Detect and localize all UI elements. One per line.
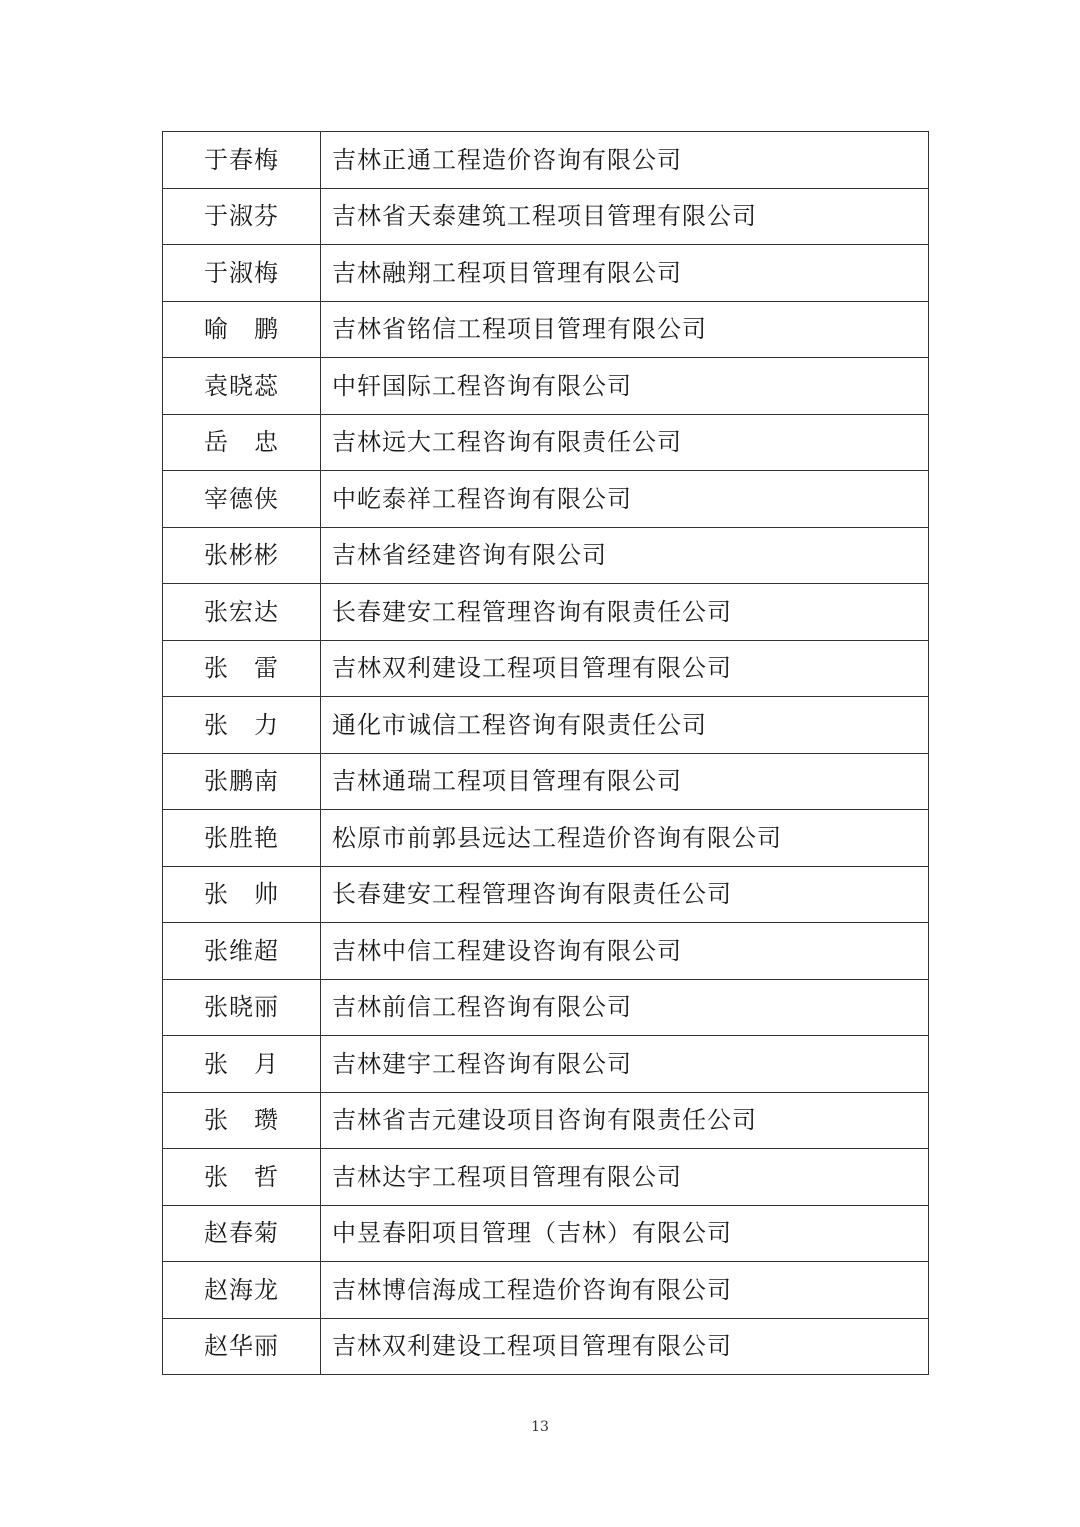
company-name-cell: 吉林省天泰建筑工程项目管理有限公司	[321, 188, 929, 245]
person-name-cell: 于淑芬	[163, 188, 321, 245]
person-name-cell: 张彬彬	[163, 527, 321, 584]
person-name-cell: 赵海龙	[163, 1262, 321, 1319]
company-name-cell: 吉林达宇工程项目管理有限公司	[321, 1149, 929, 1206]
company-name-cell: 通化市诚信工程咨询有限责任公司	[321, 697, 929, 754]
person-name-cell: 喻 鹏	[163, 301, 321, 358]
person-name-cell: 张胜艳	[163, 810, 321, 867]
personnel-company-table	[162, 131, 929, 1375]
company-name-cell: 吉林双利建设工程项目管理有限公司	[321, 1318, 929, 1375]
table-row	[163, 1036, 929, 1093]
table-row	[163, 640, 929, 697]
table-row	[163, 358, 929, 415]
person-name-cell: 张鹏南	[163, 753, 321, 810]
company-name-cell: 中轩国际工程咨询有限公司	[321, 358, 929, 415]
company-name-cell: 吉林博信海成工程造价咨询有限公司	[321, 1262, 929, 1319]
company-name-cell: 长春建安工程管理咨询有限责任公司	[321, 584, 929, 641]
company-name-cell: 吉林省铭信工程项目管理有限公司	[321, 301, 929, 358]
table-row	[163, 753, 929, 810]
person-name-cell: 张 力	[163, 697, 321, 754]
table-row	[163, 1092, 929, 1149]
table-row	[163, 1205, 929, 1262]
company-name-cell: 吉林前信工程咨询有限公司	[321, 979, 929, 1036]
person-name-cell: 张 雷	[163, 640, 321, 697]
table-row	[163, 471, 929, 528]
person-name-cell: 赵春菊	[163, 1205, 321, 1262]
company-name-cell: 松原市前郭县远达工程造价咨询有限公司	[321, 810, 929, 867]
person-name-cell: 张宏达	[163, 584, 321, 641]
company-name-cell: 吉林建宇工程咨询有限公司	[321, 1036, 929, 1093]
company-name-cell: 吉林正通工程造价咨询有限公司	[321, 132, 929, 189]
company-name-cell: 吉林省吉元建设项目咨询有限责任公司	[321, 1092, 929, 1149]
table-body	[163, 132, 929, 1375]
table-row	[163, 1262, 929, 1319]
person-name-cell: 张维超	[163, 923, 321, 980]
person-name-cell: 张 帅	[163, 866, 321, 923]
table-row	[163, 245, 929, 302]
table-row	[163, 188, 929, 245]
company-name-cell: 吉林省经建咨询有限公司	[321, 527, 929, 584]
person-name-cell: 袁晓蕊	[163, 358, 321, 415]
company-name-cell: 吉林融翔工程项目管理有限公司	[321, 245, 929, 302]
table-row	[163, 527, 929, 584]
person-name-cell: 张晓丽	[163, 979, 321, 1036]
table-row	[163, 697, 929, 754]
company-name-cell: 中昱春阳项目管理（吉林）有限公司	[321, 1205, 929, 1262]
company-name-cell: 吉林中信工程建设咨询有限公司	[321, 923, 929, 980]
person-name-cell: 岳 忠	[163, 414, 321, 471]
person-name-cell: 宰德侠	[163, 471, 321, 528]
person-name-cell: 张 月	[163, 1036, 321, 1093]
table-row	[163, 301, 929, 358]
table-row	[163, 1149, 929, 1206]
table-row	[163, 810, 929, 867]
table-row	[163, 132, 929, 189]
table-row	[163, 979, 929, 1036]
table-row	[163, 923, 929, 980]
table-row	[163, 414, 929, 471]
person-name-cell: 于春梅	[163, 132, 321, 189]
person-name-cell: 于淑梅	[163, 245, 321, 302]
table-row	[163, 584, 929, 641]
company-name-cell: 吉林双利建设工程项目管理有限公司	[321, 640, 929, 697]
company-name-cell: 吉林通瑞工程项目管理有限公司	[321, 753, 929, 810]
page-number: 13	[531, 1419, 549, 1435]
company-name-cell: 吉林远大工程咨询有限责任公司	[321, 414, 929, 471]
table-row	[163, 866, 929, 923]
company-name-cell: 中屹泰祥工程咨询有限公司	[321, 471, 929, 528]
company-name-cell: 长春建安工程管理咨询有限责任公司	[321, 866, 929, 923]
person-name-cell: 张 瓒	[163, 1092, 321, 1149]
table-row	[163, 1318, 929, 1375]
person-name-cell: 张 哲	[163, 1149, 321, 1206]
person-name-cell: 赵华丽	[163, 1318, 321, 1375]
